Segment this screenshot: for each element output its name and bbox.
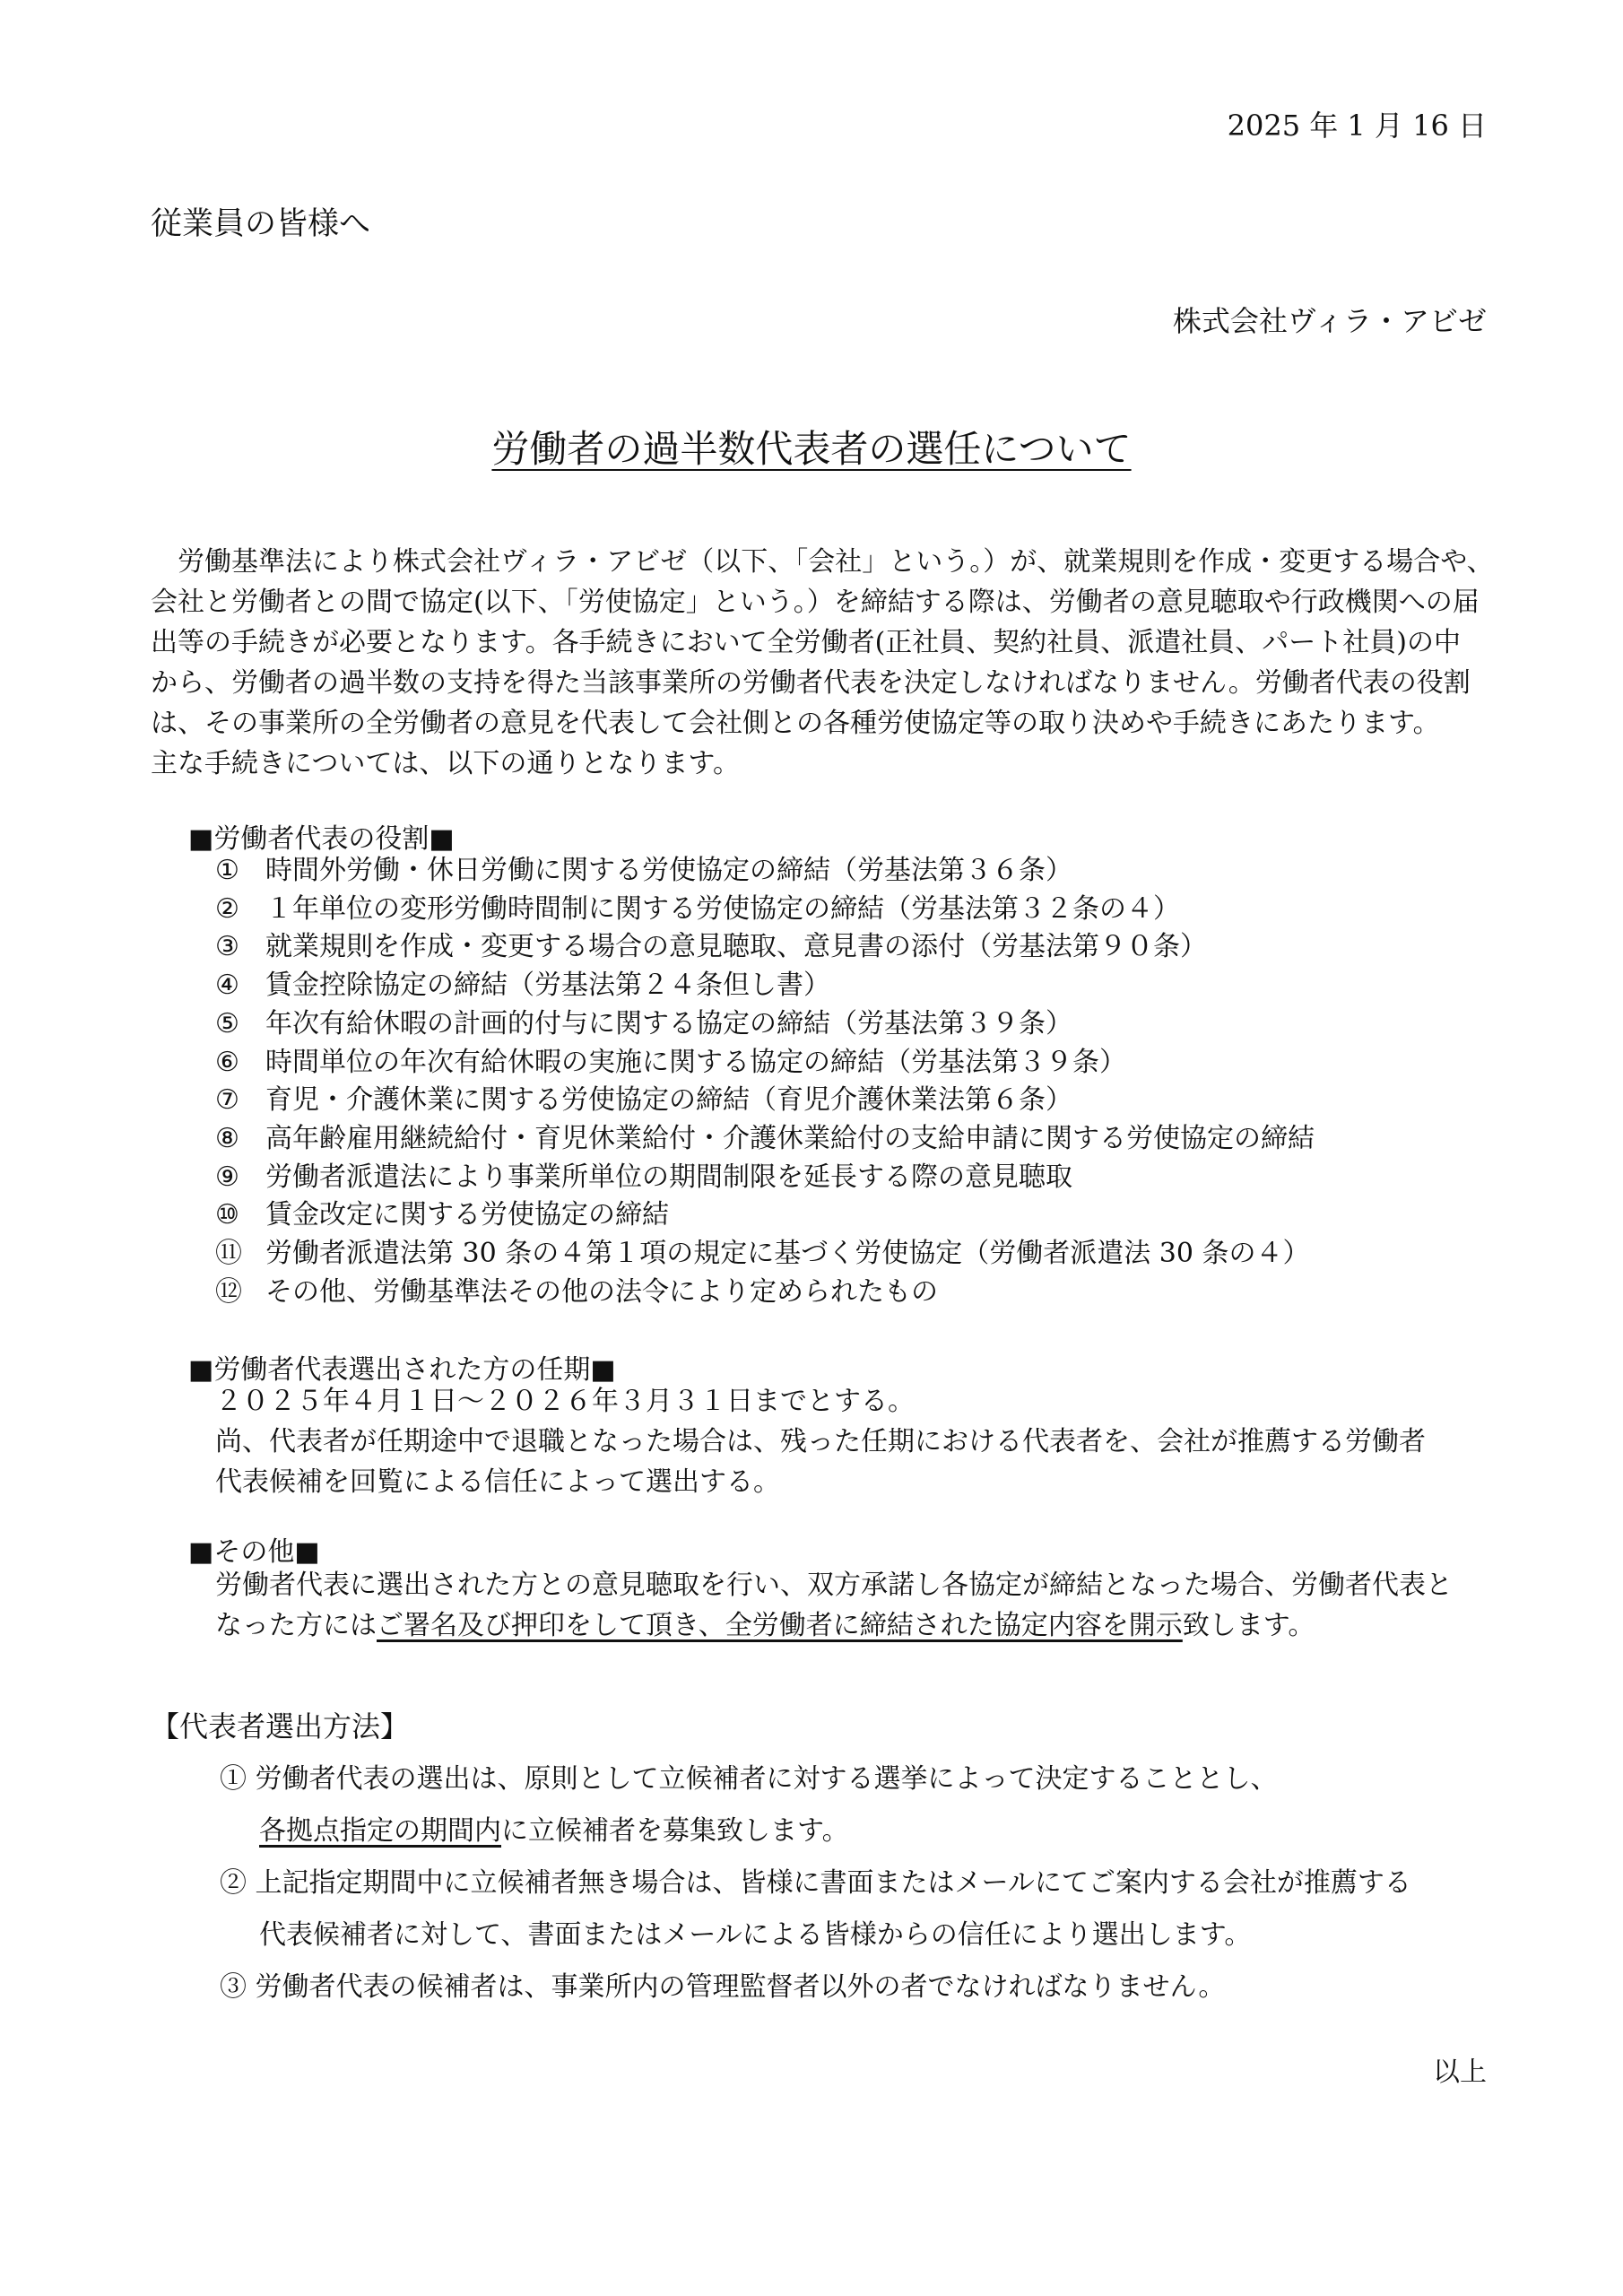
intro-line: 主な手続きについては、以下の通りとなります。 <box>151 748 740 779</box>
other-heading: ■その他■ <box>188 1536 320 1568</box>
list-item: ⑫ その他、労働基準法その他の法令により定められたもの <box>215 1275 938 1308</box>
list-item: ⑧ 高年齢雇用継続給付・育児休業給付・介護休業給付の支給申請に関する労使協定の締結 <box>215 1122 1315 1154</box>
list-item: ⑩ 賃金改定に関する労使協定の締結 <box>215 1199 669 1231</box>
method-item-2: ② 上記指定期間中に立候補者無き場合は、皆様に書面またはメールにてご案内する会社が推薦する <box>220 1867 1411 1899</box>
intro-line: から、労働者の過半数の支持を得た当該事業所の労働者代表を決定しなければなりません。労働者代表の役割 <box>151 667 1471 699</box>
underlined-text: ご署名及び押印をして頂き、全労働者に締結された協定内容を開示 <box>377 1610 1183 1641</box>
intro-paragraph <box>151 542 1494 784</box>
intro-line: 出等の手続きが必要となります。各手続きにおいて全労働者(正社員、契約社員、派遣社員、パート社員)の中 <box>151 627 1462 658</box>
company-name: 株式会社ヴィラ・アビゼ <box>1172 304 1487 338</box>
list-item: ③ 就業規則を作成・変更する場合の意見聴取、意見書の添付（労基法第９０条） <box>215 931 1207 963</box>
document-date: 2025 年 1 月 16 日 <box>1227 109 1487 143</box>
closing-text: 以上 <box>1433 2057 1487 2088</box>
term-paragraph <box>215 1381 1426 1502</box>
roles-heading: ■労働者代表の役割■ <box>188 823 455 855</box>
other-paragraph <box>215 1565 1453 1646</box>
intro-line: 会社と労働者との間で協定(以下、「労使協定」という。）を締結する際は、労働者の意見聴取や行政機関への届 <box>151 587 1480 618</box>
addressee: 従業員の皆様へ <box>151 206 371 242</box>
list-item: ⑥ 時間単位の年次有給休暇の実施に関する協定の締結（労基法第３９条） <box>215 1046 1126 1078</box>
document-title <box>0 420 1623 474</box>
list-item: ⑤ 年次有給休暇の計画的付与に関する協定の締結（労基法第３９条） <box>215 1007 1072 1039</box>
underlined-text: 各拠点指定の期間内 <box>259 1815 501 1847</box>
list-item: ① 時間外労働・休日労働に関する労使協定の締結（労基法第３６条） <box>215 855 1072 886</box>
intro-line: 労働基準法により株式会社ヴィラ・アビゼ（以下、「会社」という。）が、就業規則を作成・変更する場合や、 <box>151 546 1494 578</box>
other-line: なった方にはご署名及び押印をして頂き、全労働者に締結された協定内容を開示致します。 <box>215 1610 1315 1641</box>
method-item-2-cont: 代表候補者に対して、書面またはメールによる皆様からの信任により選出します。 <box>259 1919 1252 1951</box>
method-item-1-cont: 各拠点指定の期間内に立候補者を募集致します。 <box>259 1815 849 1847</box>
roles-list <box>215 852 1315 1311</box>
term-heading: ■労働者代表選出された方の任期■ <box>188 1354 616 1386</box>
list-item: ⑨ 労働者派遣法により事業所単位の期間制限を延長する際の意見聴取 <box>215 1161 1072 1193</box>
list-item: ④ 賃金控除協定の締結（労基法第２４条但し書） <box>215 970 830 1002</box>
list-item: ⑪ 労働者派遣法第 30 条の４第１項の規定に基づく労使協定（労働者派遣法 30 条の４） <box>215 1238 1310 1270</box>
method-item-1: ① 労働者代表の選出は、原則として立候補者に対する選挙によって決定することとし、 <box>220 1763 1278 1795</box>
term-line: ２０２５年４月１日～２０２６年３月３１日までとする。 <box>215 1386 915 1417</box>
document-title-text: 労働者の過半数代表者の選任について <box>491 427 1132 471</box>
term-line: 尚、代表者が任期途中で退職となった場合は、残った任期における代表者を、会社が推薦する労働者 <box>215 1426 1426 1457</box>
term-line: 代表候補を回覧による信任によって選出する。 <box>215 1466 780 1498</box>
list-item: ② １年単位の変形労働時間制に関する労使協定の締結（労基法第３２条の４） <box>215 892 1180 925</box>
method-list <box>220 1753 1411 2013</box>
list-item: ⑦ 育児・介護休業に関する労使協定の締結（育児介護休業法第６条） <box>215 1084 1072 1117</box>
intro-line: は、その事業所の全労働者の意見を代表して会社側との各種労使協定等の取り決めや手続きにあたります。 <box>151 708 1440 739</box>
method-item-3: ③ 労働者代表の候補者は、事業所内の管理監督者以外の者でなければなりません。 <box>220 1971 1226 2003</box>
method-heading: 【代表者選出方法】 <box>151 1709 410 1744</box>
other-line: 労働者代表に選出された方との意見聴取を行い、双方承諾し各協定が締結となった場合、労働者代表と <box>215 1570 1453 1601</box>
